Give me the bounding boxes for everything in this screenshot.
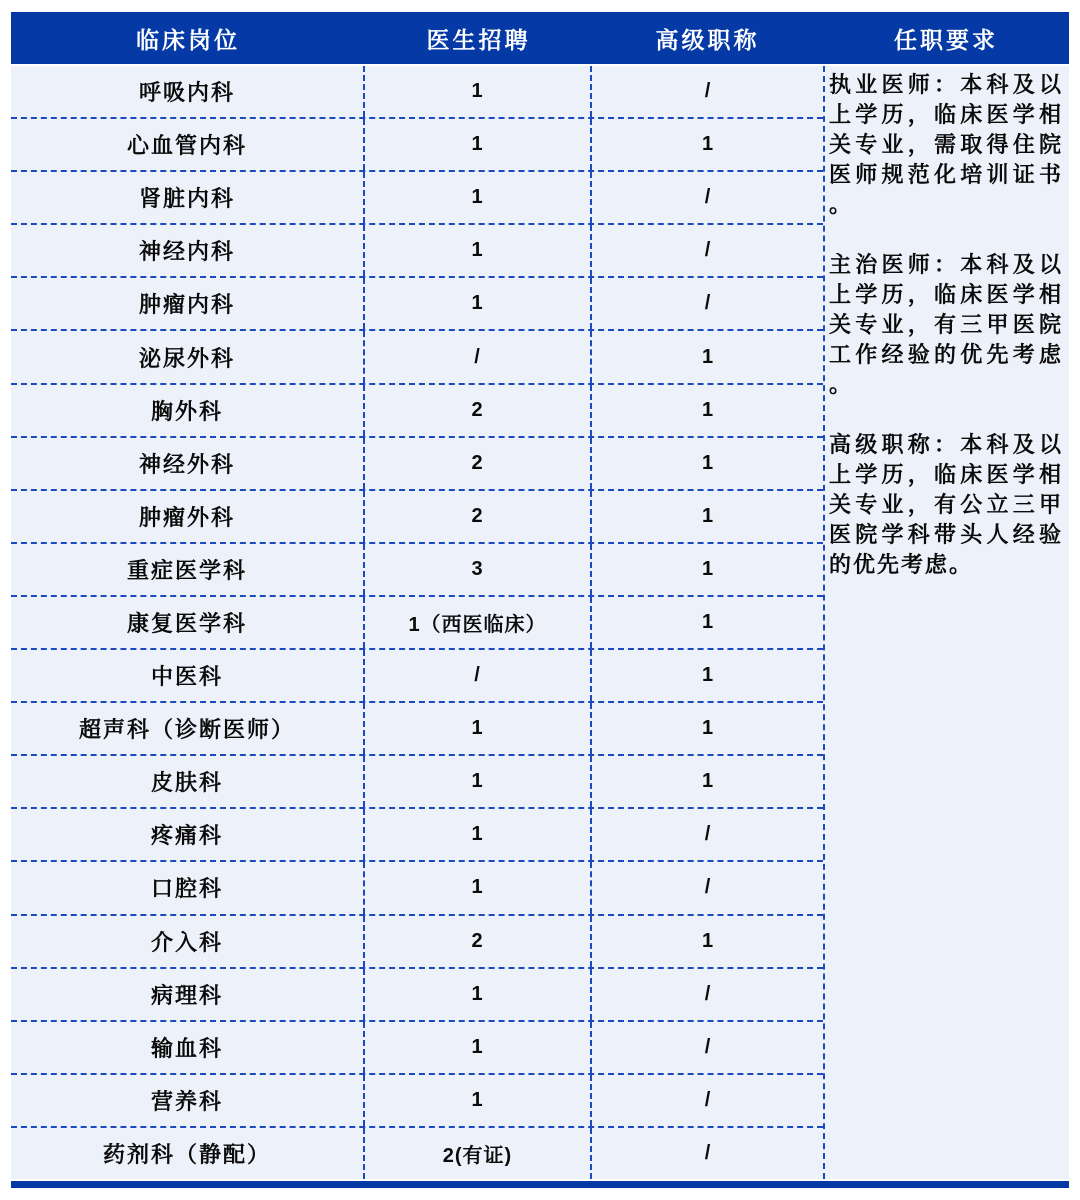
position-cell: 神经外科	[11, 438, 365, 489]
doctor-count-cell: /	[365, 650, 592, 701]
senior-title-cell: /	[704, 982, 711, 1005]
senior-title-cell: /	[704, 186, 711, 209]
requirement-licensed-physician: 执业医师：本科及以上学历，临床医学相关专业，需取得住院医师规范化培训证书。	[829, 72, 1063, 217]
bottom-rule	[11, 1181, 1069, 1188]
header-job-requirements: 任职要求	[894, 26, 998, 53]
table-row	[11, 1022, 823, 1075]
doctor-count-cell: 1	[365, 756, 592, 807]
table-row	[11, 225, 823, 278]
senior-title-cell: /	[704, 239, 711, 262]
table-row	[11, 756, 823, 809]
senior-title-cell: /	[704, 823, 711, 846]
position-cell: 心血管内科	[11, 119, 365, 170]
header-clinical-position: 临床岗位	[136, 26, 240, 53]
position-cell: 药剂科（静配）	[11, 1128, 365, 1179]
position-cell: 中医科	[11, 650, 365, 701]
position-cell: 呼吸内科	[11, 66, 365, 117]
table-row	[11, 491, 823, 544]
senior-title-cell: 1	[701, 451, 714, 474]
table-row	[11, 862, 823, 915]
position-cell: 介入科	[11, 916, 365, 967]
table-row	[11, 119, 823, 172]
senior-title-cell: /	[704, 292, 711, 315]
doctor-count-cell: 2	[365, 438, 592, 489]
table-row	[11, 331, 823, 384]
doctor-count-cell: 2	[365, 491, 592, 542]
requirements-cell	[823, 66, 1069, 1179]
doctor-count-cell: 1	[365, 119, 592, 170]
senior-title-cell: 1	[701, 557, 714, 580]
position-cell: 超声科（诊断医师）	[11, 703, 365, 754]
table-body	[11, 66, 1069, 1179]
table-row	[11, 916, 823, 969]
doctor-count-cell: 1	[365, 172, 592, 223]
senior-title-cell: 1	[701, 929, 714, 952]
position-cell: 肾脏内科	[11, 172, 365, 223]
position-cell: 肿瘤外科	[11, 491, 365, 542]
doctor-count-cell: 1	[365, 1022, 592, 1073]
senior-title-cell: 1	[701, 398, 714, 421]
doctor-count-cell: 1（西医临床）	[365, 597, 592, 648]
doctor-count-cell: 1	[365, 809, 592, 860]
position-cell: 口腔科	[11, 862, 365, 913]
requirement-attending-physician: 主治医师：本科及以上学历，临床医学相关专业，有三甲医院工作经验的优先考虑。	[829, 252, 1063, 397]
doctor-count-cell: 2	[365, 385, 592, 436]
senior-title-cell: /	[704, 1035, 711, 1058]
senior-title-cell: 1	[701, 345, 714, 368]
table-row	[11, 1075, 823, 1128]
header-doctor-recruitment: 医生招聘	[426, 26, 531, 53]
doctor-count-cell: 1	[365, 225, 592, 276]
doctor-count-cell: 1	[365, 862, 592, 913]
doctor-count-cell: 3	[365, 544, 592, 595]
position-cell: 营养科	[11, 1075, 365, 1126]
senior-title-cell: /	[704, 1141, 711, 1164]
table-header-row	[11, 12, 1069, 66]
position-cell: 康复医学科	[11, 597, 365, 648]
doctor-count-cell: 1	[365, 1075, 592, 1126]
position-cell: 肿瘤内科	[11, 278, 365, 329]
doctor-count-cell: 1	[365, 278, 592, 329]
recruitment-table	[11, 12, 1069, 1188]
table-row	[11, 703, 823, 756]
doctor-count-cell: 1	[365, 66, 592, 117]
senior-title-cell: 1	[701, 133, 714, 156]
table-row	[11, 278, 823, 331]
position-cell: 疼痛科	[11, 809, 365, 860]
senior-title-cell: /	[704, 876, 711, 899]
doctor-count-cell: 1	[365, 969, 592, 1020]
table-row	[11, 385, 823, 438]
table-row	[11, 597, 823, 650]
header-senior-title: 高级职称	[655, 26, 760, 53]
senior-title-cell: 1	[701, 770, 714, 793]
position-cell: 输血科	[11, 1022, 365, 1073]
doctor-count-cell: 2	[365, 916, 592, 967]
senior-title-cell: 1	[701, 504, 714, 527]
table-row	[11, 438, 823, 491]
position-cell: 病理科	[11, 969, 365, 1020]
senior-title-cell: /	[704, 1088, 711, 1111]
position-cell: 神经内科	[11, 225, 365, 276]
table-rows	[11, 66, 823, 1179]
position-cell: 重症医学科	[11, 544, 365, 595]
table-row	[11, 544, 823, 597]
table-row	[11, 1128, 823, 1179]
position-cell: 胸外科	[11, 385, 365, 436]
senior-title-cell: 1	[701, 717, 714, 740]
table-row	[11, 650, 823, 703]
senior-title-cell: 1	[701, 664, 714, 687]
table-row	[11, 809, 823, 862]
position-cell: 皮肤科	[11, 756, 365, 807]
table-row	[11, 172, 823, 225]
doctor-count-cell: 2(有证)	[365, 1128, 592, 1179]
senior-title-cell: /	[704, 80, 711, 103]
position-cell: 泌尿外科	[11, 331, 365, 382]
senior-title-cell: 1	[701, 610, 714, 633]
requirement-senior-title: 高级职称：本科及以上学历，临床医学相关专业，有公立三甲医院学科带头人经验的优先考虑。	[829, 432, 1063, 577]
table-row	[11, 969, 823, 1022]
doctor-count-cell: /	[365, 331, 592, 382]
doctor-count-cell: 1	[365, 703, 592, 754]
table-row	[11, 66, 823, 119]
